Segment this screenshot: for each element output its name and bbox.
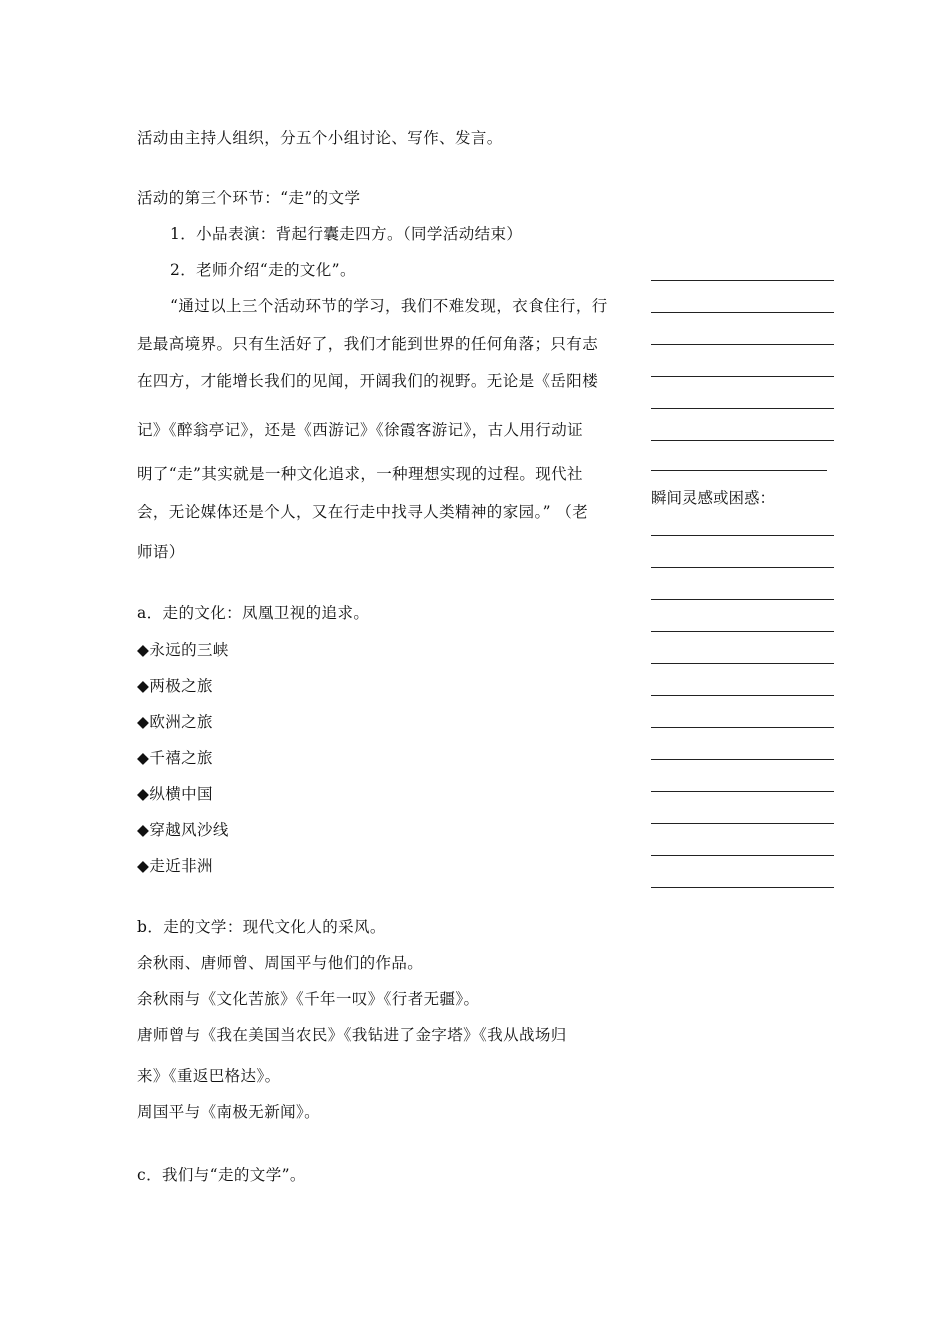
note-line: [651, 695, 834, 696]
part-b-line: 唐师曾与《我在美国当农民》《我钻进了金字塔》《我从战场归: [137, 1026, 567, 1044]
quote-line: 在四方，才能增长我们的见闻，开阔我们的视野。无论是《岳阳楼: [137, 372, 599, 390]
quote-line: 记》《醉翁亭记》，还是《西游记》《徐霞客游记》，古人用行动证: [137, 421, 584, 439]
note-line: [651, 759, 834, 760]
note-line: [651, 376, 834, 377]
quote-line: 明了“走”其实就是一种文化追求，一种理想实现的过程。现代社: [137, 465, 583, 483]
note-line: [651, 631, 834, 632]
part-c-title: c．我们与“走的文学”。: [137, 1166, 306, 1184]
note-line: [651, 440, 834, 441]
note-line: [651, 408, 834, 409]
section-title: 活动的第三个环节：“走”的文学: [137, 189, 361, 207]
part-a-title: a．走的文化：凤凰卫视的追求。: [137, 604, 370, 622]
list-item: ◆欧洲之旅: [137, 713, 213, 731]
note-line: [651, 599, 834, 600]
note-line: [651, 312, 834, 313]
note-line: [651, 727, 834, 728]
note-line: [651, 470, 827, 471]
quote-line: “通过以上三个活动环节的学习，我们不难发现，衣食住行，行: [170, 297, 608, 315]
quote-line: 是最高境界。只有生活好了，我们才能到世界的任何角落；只有志: [137, 335, 599, 353]
list-item: ◆千禧之旅: [137, 749, 213, 767]
part-b-line: 来》《重返巴格达》。: [137, 1067, 281, 1085]
sidebar-label: 瞬间灵感或困惑：: [651, 489, 776, 507]
note-line: [651, 887, 834, 888]
list-item: ◆两极之旅: [137, 677, 213, 695]
note-line: [651, 535, 834, 536]
note-line: [651, 823, 834, 824]
intro-text: 活动由主持人组织，分五个小组讨论、写作、发言。: [137, 129, 503, 147]
note-line: [651, 280, 834, 281]
note-line: [651, 344, 834, 345]
part-b-line: 余秋雨与《文化苦旅》《千年一叹》《行者无疆》。: [137, 990, 480, 1008]
note-line: [651, 855, 834, 856]
quote-line: 会，无论媒体还是个人，又在行走中找寻人类精神的家园。” （老: [137, 503, 589, 521]
part-b-line: 余秋雨、唐师曾、周国平与他们的作品。: [137, 954, 424, 972]
step-1: 1．小品表演：背起行囊走四方。（同学活动结束）: [170, 225, 523, 243]
list-item: ◆永远的三峡: [137, 641, 229, 659]
note-line: [651, 791, 834, 792]
list-item: ◆穿越风沙线: [137, 821, 229, 839]
note-line: [651, 567, 834, 568]
part-b-title: b．走的文学：现代文化人的采风。: [137, 918, 386, 936]
list-item: ◆走近非洲: [137, 857, 213, 875]
note-line: [651, 663, 834, 664]
step-2: 2．老师介绍“走的文化”。: [170, 261, 356, 279]
list-item: ◆纵横中国: [137, 785, 213, 803]
part-b-line: 周国平与《南极无新闻》。: [137, 1103, 321, 1121]
quote-line: 师语）: [137, 543, 185, 561]
